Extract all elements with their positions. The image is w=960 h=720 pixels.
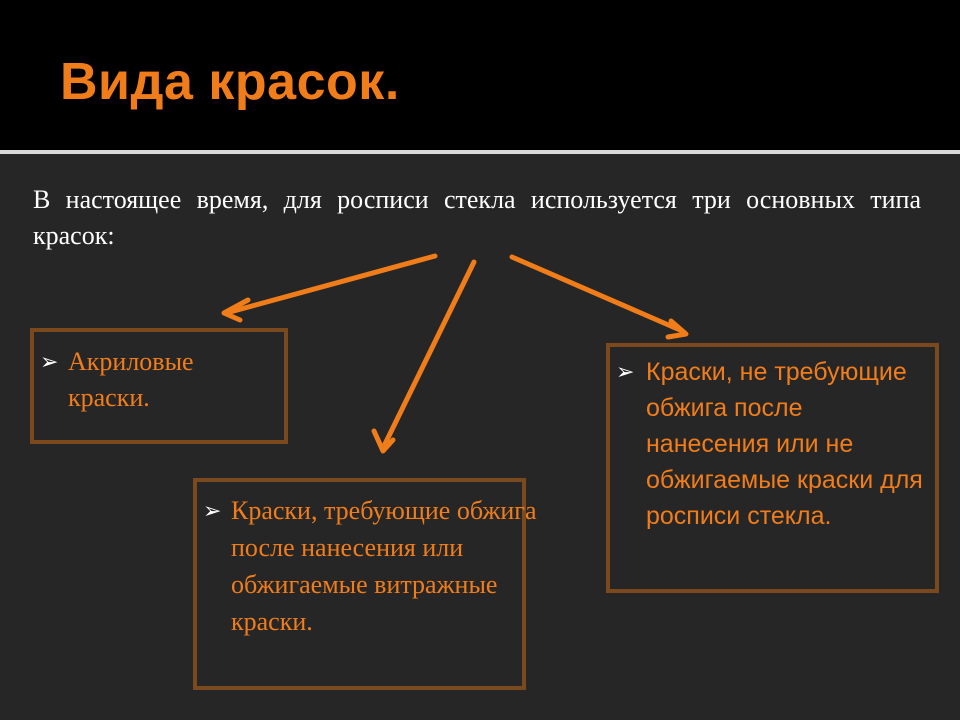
arrow-bullet-icon: ➢ [203, 498, 222, 523]
item-fired-paints-text: Краски, требующие обжига после нанесения или обжигаемые витражные краски. [231, 496, 537, 636]
arrow-to-unfired [512, 257, 680, 330]
arrowhead-unfired [668, 321, 686, 337]
list-item-acrylic [40, 344, 260, 416]
arrow-to-acrylic [230, 256, 435, 312]
arrow-bullet-icon: ➢ [616, 359, 635, 384]
slide-title: Вида красок. [60, 53, 400, 111]
arrow-to-fired [385, 262, 474, 444]
list-item-unfired-paints [616, 354, 932, 534]
item-acrylic-text: Акриловые краски. [68, 347, 194, 412]
intro-text: В настоящее время, для росписи стекла используется три основных типа красок: [33, 185, 921, 250]
list-item-fired-paints [203, 492, 565, 640]
arrow-bullet-icon: ➢ [40, 349, 59, 374]
item-unfired-paints-text: Краски, не требующие обжига после нанесения или не обжигаемые краски для росписи стекла. [646, 358, 923, 530]
